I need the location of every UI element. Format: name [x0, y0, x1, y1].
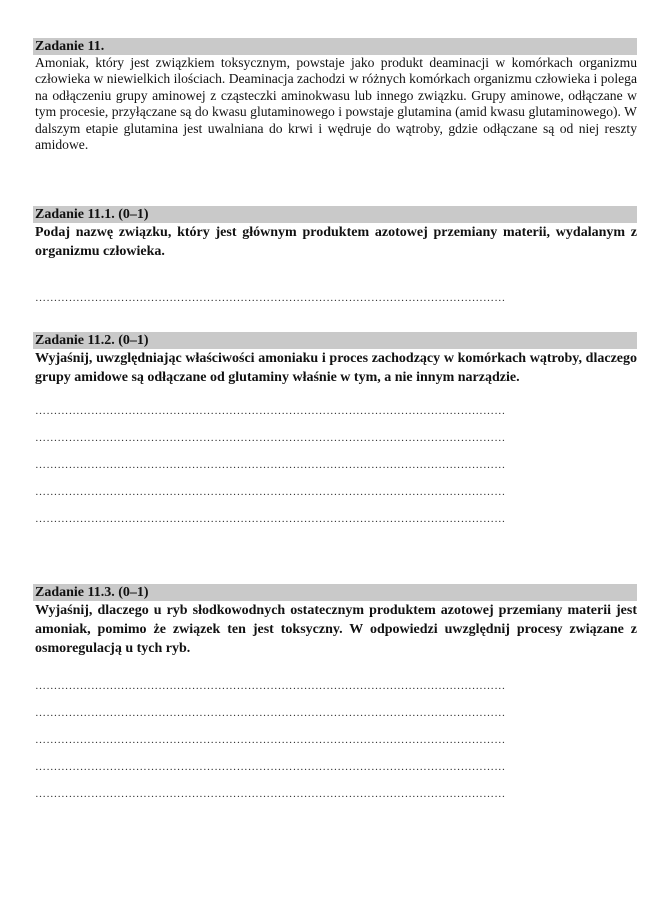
task-main-text: Amoniak, który jest związkiem toksycznym, powstaje jako produkt deaminacji w komórkach organizmu człowieka w niewielkich ilościach. Deaminacja zachodzi w różnych komórkach organizmu człowieka i polega na odłączeniu grupy aminowej z cząsteczki aminokwasu lub innego związku. Grupy aminowe, odłączane w tym procesie, przyłączane są do kwasu glutaminowego i powstaje glutamina (amid kwasu glutaminowego). W dalszym etapie glutamina jest uwalniana do krwi i wędruje do wątroby, gdzie odłączane są od niej reszty amidowe. [35, 55, 637, 153]
task-3-answer-line[interactable]: ……………………………………………………………………………………………………………… [35, 788, 506, 800]
task-3-answer-line[interactable]: ……………………………………………………………………………………………………………… [35, 734, 506, 746]
task-1-header: Zadanie 11.1. (0–1) [33, 206, 637, 223]
task-2-section [33, 332, 637, 525]
task-2-header: Zadanie 11.2. (0–1) [33, 332, 637, 349]
task-2-answer-line[interactable]: ……………………………………………………………………………………………………………… [35, 405, 506, 417]
task-1-question: Podaj nazwę związku, który jest głównym produktem azotowej przemiany materii, wydalanym z organizmu człowieka. [35, 225, 637, 259]
task-2-answer-line[interactable]: ……………………………………………………………………………………………………………… [35, 459, 506, 471]
task-3-answer-line[interactable]: ……………………………………………………………………………………………………………… [35, 761, 506, 773]
task-3-answer-line[interactable]: ……………………………………………………………………………………………………………… [35, 707, 506, 719]
task-2-question: Wyjaśnij, uwzględniając właściwości amoniaku i proces zachodzący w komórkach wątroby, dlaczego grupy amidowe są odłączane od glutaminy właśnie w tym, a nie innym narządzie. [35, 351, 637, 385]
task-3-question: Wyjaśnij, dlaczego u ryb słodkowodnych ostatecznym produktem azotowej przemiany materii jest amoniak, pomimo że związek ten jest toksyczny. W odpowiedzi uwzględnij procesy związane z osmoregulacją u tych ryb. [35, 603, 637, 656]
task-2-answer-line[interactable]: ……………………………………………………………………………………………………………… [35, 513, 506, 525]
task-1-answer-line[interactable]: ……………………………………………………………………………………………………………… [35, 292, 506, 304]
task-main-section [33, 38, 637, 153]
task-3-answer-line[interactable]: ……………………………………………………………………………………………………………… [35, 680, 506, 692]
task-2-answer-line[interactable]: ……………………………………………………………………………………………………………… [35, 486, 506, 498]
task-3-section [33, 584, 637, 800]
task-2-answer-line[interactable]: ……………………………………………………………………………………………………………… [35, 432, 506, 444]
task-3-header: Zadanie 11.3. (0–1) [33, 584, 637, 601]
task-main-header: Zadanie 11. [33, 38, 637, 55]
task-1-section [33, 206, 637, 304]
